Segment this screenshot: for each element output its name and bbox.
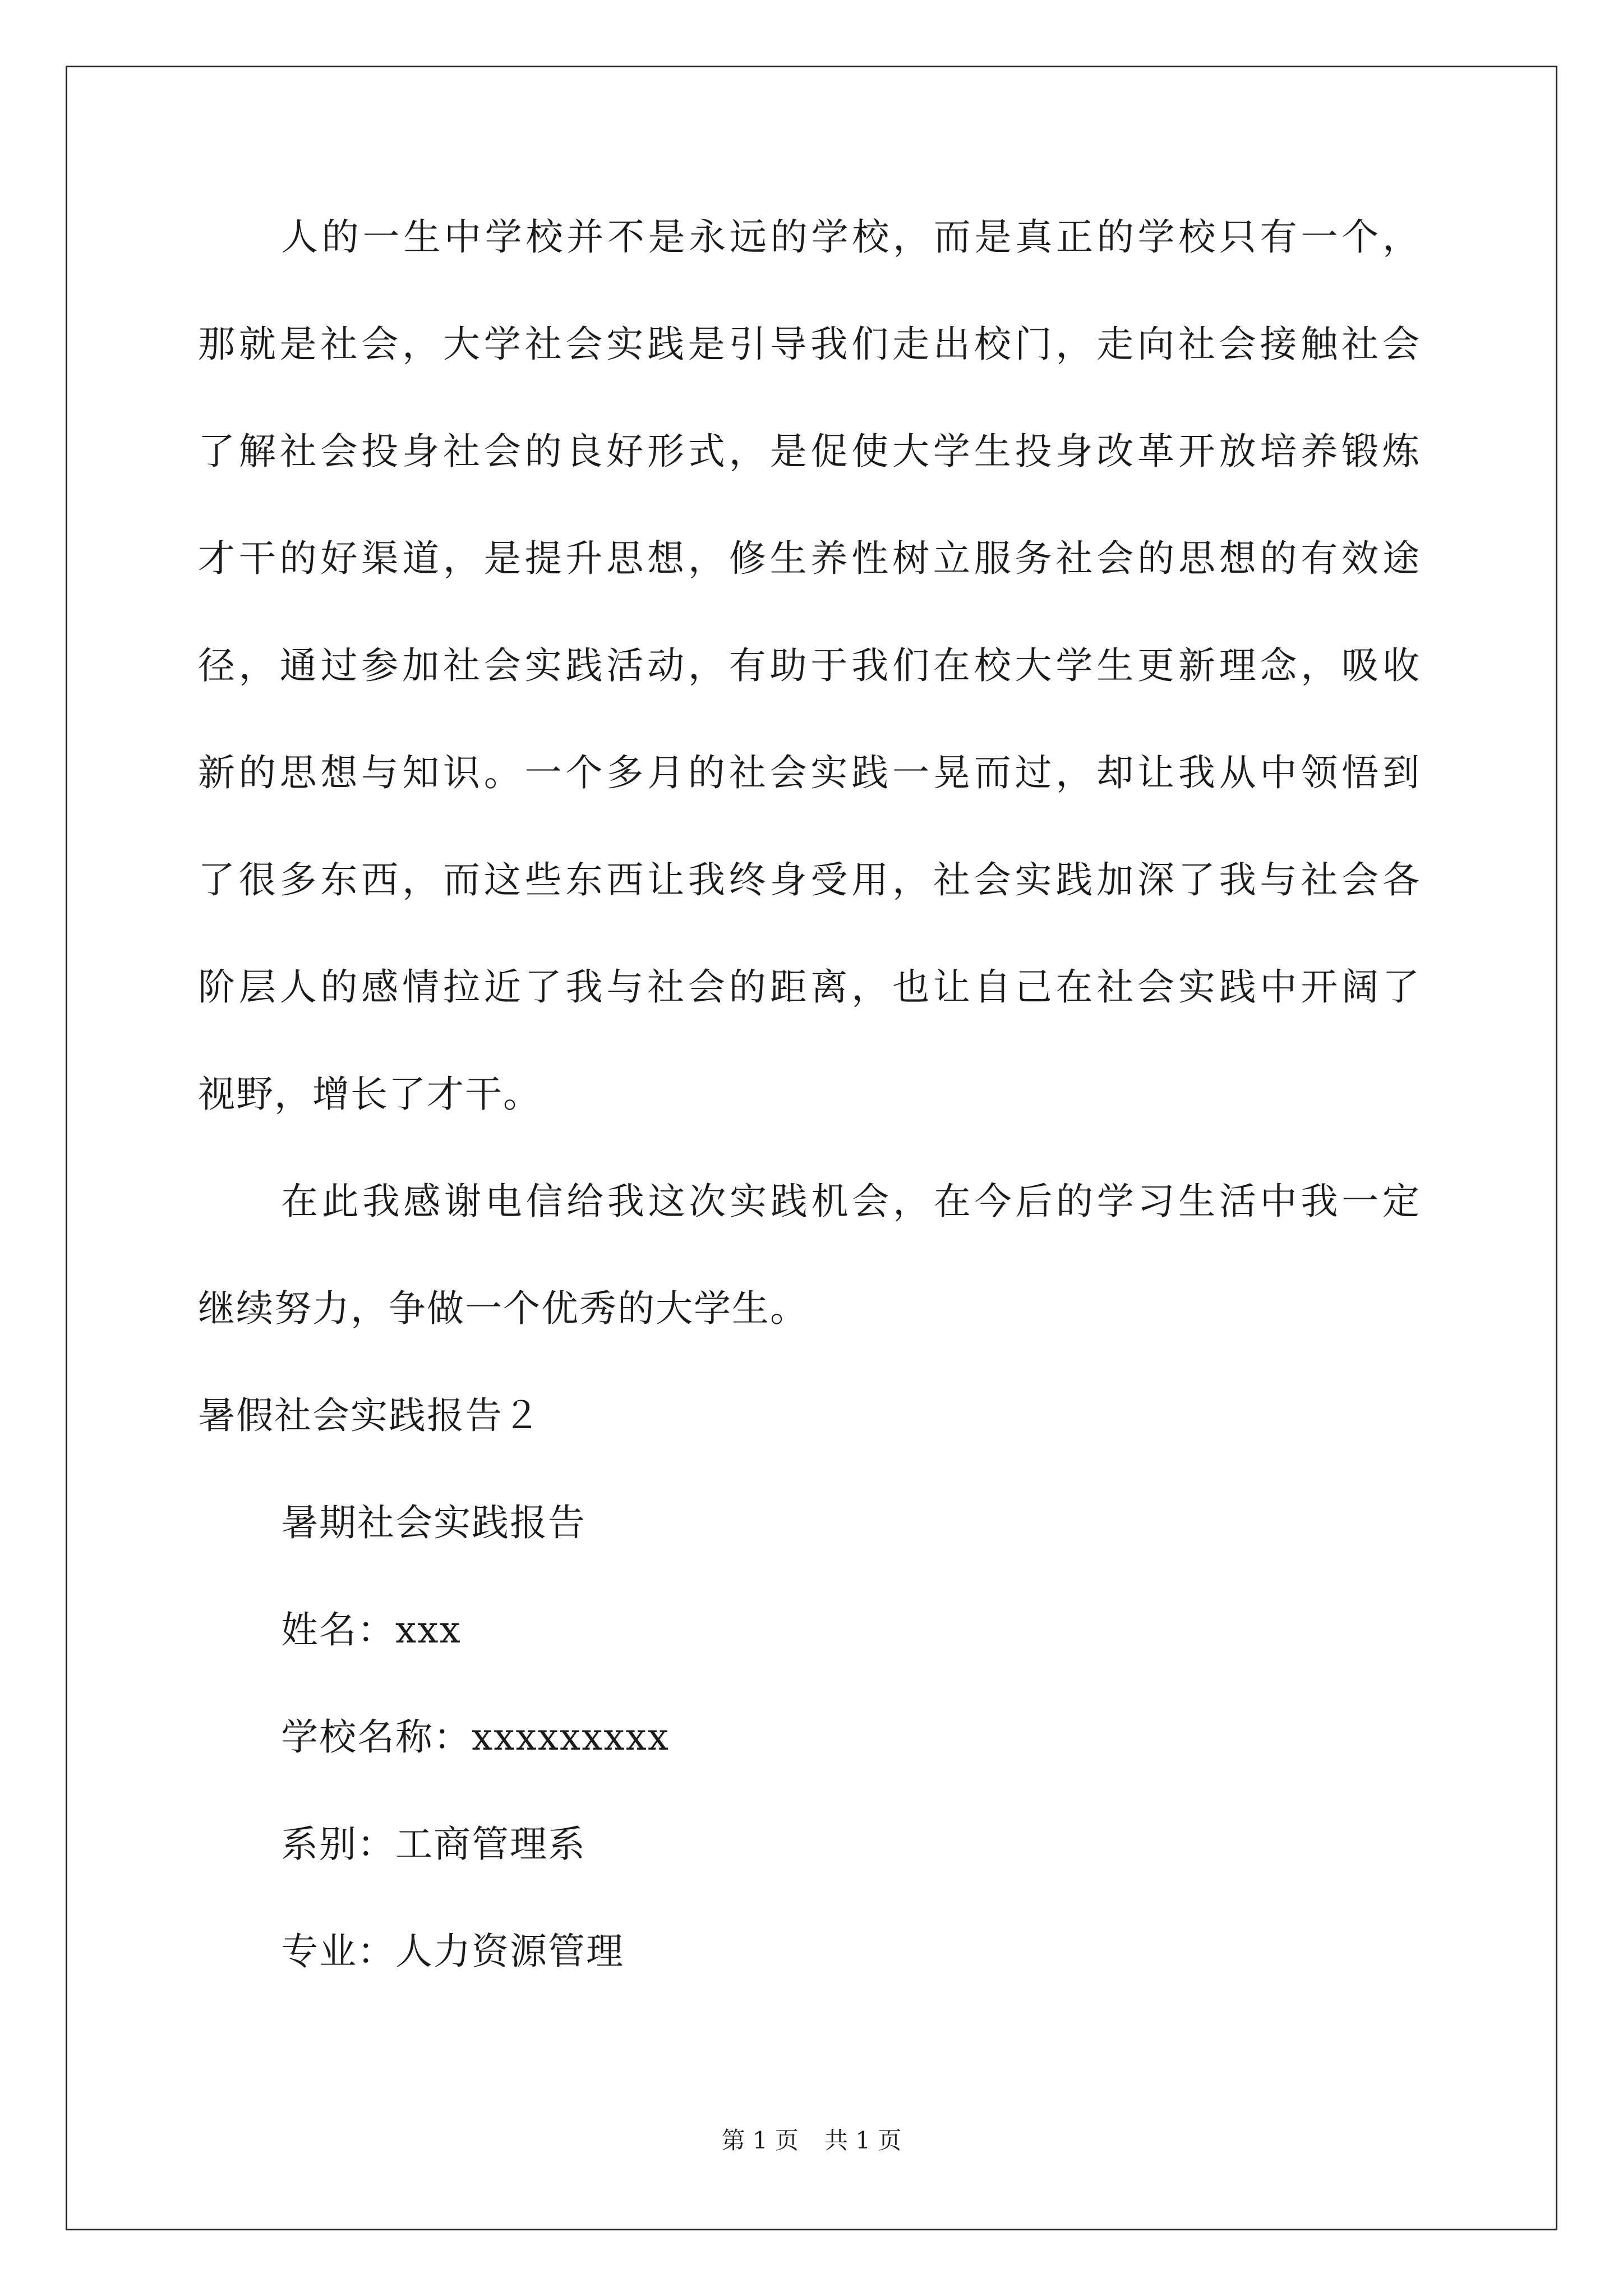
report-title: 暑期社会实践报告 [281, 1501, 586, 1544]
field-name: 姓名：xxx [281, 1608, 462, 1651]
page-number: 第 1 页 [721, 2127, 799, 2154]
section-heading: 暑假社会实践报告２ [198, 1394, 541, 1437]
paragraph-1-line-7: 了很多东西，而这些东西让我终身受用，社会实践加深了我与社会各 [198, 858, 1421, 901]
field-school: 学校名称：xxxxxxxxx [281, 1715, 670, 1759]
paragraph-1-line-8: 阶层人的感情拉近了我与社会的距离，也让自己在社会实践中开阔了 [198, 965, 1421, 1009]
field-major: 专业：人力资源管理 [281, 1930, 624, 1973]
page-footer [0, 2124, 1623, 2157]
paragraph-1-line-3: 了解社会投身社会的良好形式，是促使大学生投身改革开放培养锻炼 [198, 430, 1421, 473]
paragraph-1-line-9: 视野，增长了才干。 [198, 1073, 541, 1116]
paragraph-1-line-6: 新的思想与知识。一个多月的社会实践一晃而过，却让我从中领悟到 [198, 751, 1421, 794]
paragraph-1-line-5: 径，通过参加社会实践活动，有助于我们在校大学生更新理念，吸收 [198, 644, 1421, 687]
page-total: 共 1 页 [824, 2127, 902, 2154]
paragraph-1-line-2: 那就是社会，大学社会实践是引导我们走出校门，走向社会接触社会 [198, 323, 1421, 366]
paragraph-2-line-2: 继续努力，争做一个优秀的大学生。 [198, 1287, 808, 1330]
page-border [66, 66, 1557, 2230]
paragraph-1-line-1: 人的一生中学校并不是永远的学校，而是真正的学校只有一个， [281, 215, 1421, 259]
field-department: 系别：工商管理系 [281, 1823, 586, 1866]
paragraph-1-line-4: 才干的好渠道，是提升思想，修生养性树立服务社会的思想的有效途 [198, 537, 1421, 580]
paragraph-2-line-1: 在此我感谢电信给我这次实践机会，在今后的学习生活中我一定 [281, 1180, 1421, 1223]
